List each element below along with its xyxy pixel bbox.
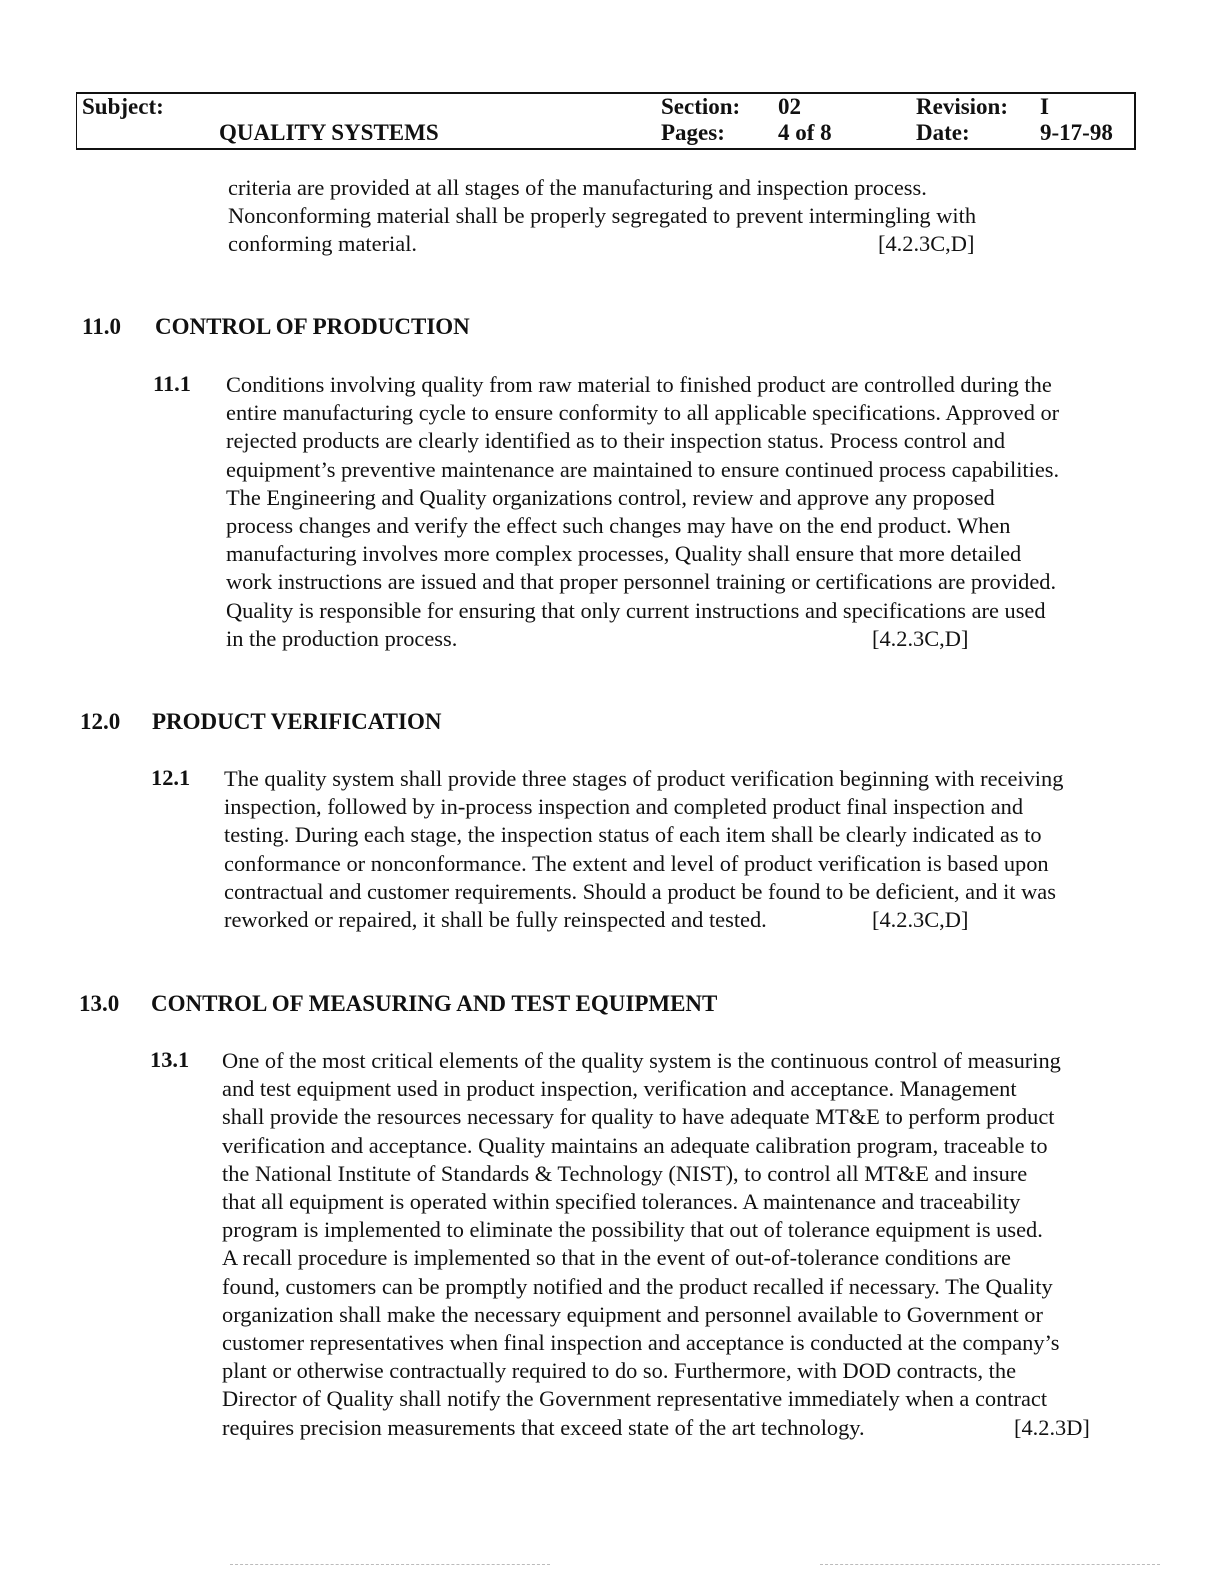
paragraph-line: in the production process. [226,625,458,651]
paragraph-line: found, customers can be promptly notified and the product recalled if necessary. The Quality [222,1273,1053,1299]
paragraph-line: work instructions are issued and that proper personnel training or certifications are provided. [226,569,1057,595]
subsection-number: 12.1 [151,765,191,790]
section-heading: CONTROL OF MEASURING AND TEST EQUIPMENT [151,991,718,1016]
paragraph-line: testing. During each stage, the inspection status of each item shall be clearly indicated as to [224,822,1042,848]
paragraph-line: Quality is responsible for ensuring that only current instructions and specifications are used [226,597,1046,623]
subsection-number: 13.1 [150,1047,190,1072]
section-paragraph [226,371,1059,653]
paragraph-line: criteria are provided at all stages of the manufacturing and inspection process. [228,175,927,200]
date-value: 9-17-98 [1040,120,1113,145]
paragraph-line: program is implemented to eliminate the possibility that out of tolerance equipment is used. [222,1217,1043,1243]
continuation-paragraph [228,174,976,259]
paragraph-line: organization shall make the necessary equipment and personnel available to Government or [222,1301,1043,1327]
paragraph-line: requires precision measurements that exceed state of the art technology. [222,1414,865,1440]
subject-value: QUALITY SYSTEMS [219,120,439,145]
paragraph-line: plant or otherwise contractually required to do so. Furthermore, with DOD contracts, the [222,1358,1017,1384]
section-reference: [4.2.3C,D] [872,907,969,932]
scan-artifact [820,1564,1160,1566]
paragraph-line: equipment’s preventive maintenance are maintained to ensure continued process capabilities. [226,456,1060,482]
paragraph-line: process changes and verify the effect such changes may have on the end product. When [226,513,1011,539]
scan-artifact [230,1564,550,1566]
paragraph-line: Conditions involving quality from raw material to finished product are controlled during the [226,372,1052,397]
paragraph-line: and test equipment used in product inspection, verification and acceptance. Management [222,1076,1017,1102]
paragraph-line: that all equipment is operated within specified tolerances. A maintenance and traceability [222,1189,1021,1215]
section-heading: CONTROL OF PRODUCTION [155,314,470,339]
section-heading: PRODUCT VERIFICATION [152,709,442,734]
paragraph-line: One of the most critical elements of the quality system is the continuous control of measuring [222,1048,1061,1073]
revision-value: I [1040,94,1049,119]
section-label: Section: [661,94,741,119]
section-number: 13.0 [79,991,120,1016]
subject-label: Subject: [82,94,164,119]
paragraph-line: conforming material. [228,231,418,257]
continuation-reference: [4.2.3C,D] [878,231,975,256]
revision-label: Revision: [916,94,1008,119]
section-paragraph [222,1047,1061,1442]
paragraph-line: Nonconforming material shall be properly segregated to prevent intermingling with [228,203,977,229]
paragraph-line: A recall procedure is implemented so that in the event of out-of-tolerance conditions are [222,1245,1011,1271]
paragraph-line: inspection, followed by in-process inspection and completed product final inspection and [224,794,1024,820]
paragraph-line: The Engineering and Quality organizations control, review and approve any proposed [226,484,995,510]
date-label: Date: [916,120,970,145]
paragraph-line: rejected products are clearly identified as to their inspection status. Process control and [226,428,1006,454]
pages-label: Pages: [661,120,725,145]
paragraph-line: the National Institute of Standards & Technology (NIST), to control all MT&E and insure [222,1160,1028,1186]
paragraph-line: shall provide the resources necessary for quality to have adequate MT&E to perform product [222,1104,1055,1130]
paragraph-line: The quality system shall provide three stages of product verification beginning with receiving [224,766,1064,791]
paragraph-line: verification and acceptance. Quality maintains an adequate calibration program, traceable to [222,1132,1048,1158]
section-number: 12.0 [80,709,121,734]
paragraph-line: reworked or repaired, it shall be fully reinspected and tested. [224,907,767,933]
paragraph-line: conformance or nonconformance. The extent and level of product verification is based upon [224,850,1049,876]
section-reference: [4.2.3D] [1014,1415,1090,1440]
paragraph-line: entire manufacturing cycle to ensure conformity to all applicable specifications. Approved or [226,400,1060,426]
section-reference: [4.2.3C,D] [872,626,969,651]
paragraph-line: customer representatives when final inspection and acceptance is conducted at the company’s [222,1330,1060,1356]
section-number: 11.0 [82,314,121,339]
pages-value: 4 of 8 [778,120,832,145]
paragraph-line: contractual and customer requirements. Should a product be found to be deficient, and it was [224,878,1056,904]
section-value: 02 [778,94,801,119]
subsection-number: 11.1 [153,371,191,396]
paragraph-line: Director of Quality shall notify the Government representative immediately when a contract [222,1386,1048,1412]
paragraph-line: manufacturing involves more complex processes, Quality shall ensure that more detailed [226,541,1022,567]
